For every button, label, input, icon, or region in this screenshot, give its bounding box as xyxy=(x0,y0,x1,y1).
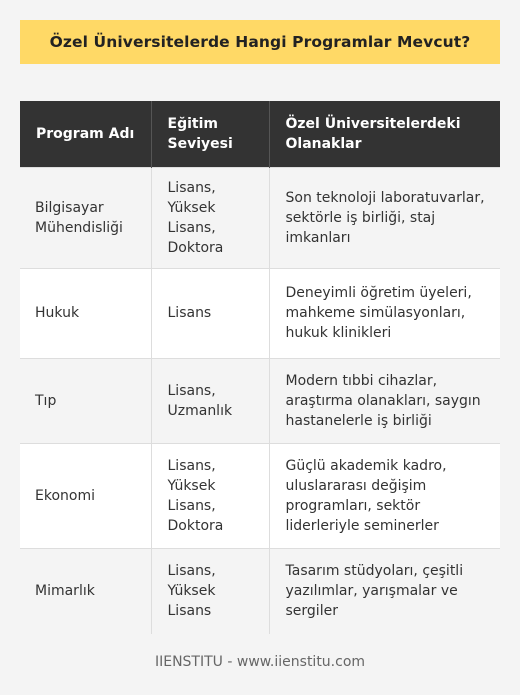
table-row xyxy=(20,548,500,634)
programs-table xyxy=(20,101,500,634)
education-level-cell: Lisans, Yüksek Lisans, Doktora xyxy=(151,443,269,548)
footer-credit: IIENSTITU - www.iienstitu.com xyxy=(154,654,366,670)
table-row xyxy=(20,358,500,443)
column-header-education-level: Eğitim Seviyesi xyxy=(151,101,269,167)
opportunities-cell: Deneyimli öğretim üyeleri, mahkeme simülasyonları, hukuk klinikleri xyxy=(269,268,500,358)
column-header-opportunities: Özel Üniversitelerdeki Olanaklar xyxy=(269,101,500,167)
education-level-cell: Lisans xyxy=(151,268,269,358)
table-header-row xyxy=(20,101,500,167)
program-name-cell: Mimarlık xyxy=(20,548,151,634)
program-name-cell: Bilgisayar Mühendisliği xyxy=(20,167,151,268)
title-banner xyxy=(20,20,500,64)
table-row xyxy=(20,443,500,548)
opportunities-cell: Modern tıbbi cihazlar, araştırma olanakları, saygın hastanelerle iş birliği xyxy=(269,358,500,443)
education-level-cell: Lisans, Uzmanlık xyxy=(151,358,269,443)
opportunities-cell: Tasarım stüdyoları, çeşitli yazılımlar, yarışmalar ve sergiler xyxy=(269,548,500,634)
education-level-cell: Lisans, Yüksek Lisans, Doktora xyxy=(151,167,269,268)
table-row xyxy=(20,268,500,358)
page-title: Özel Üniversitelerde Hangi Programlar Mevcut? xyxy=(49,33,471,51)
education-level-cell: Lisans, Yüksek Lisans xyxy=(151,548,269,634)
table-row xyxy=(20,167,500,268)
opportunities-cell: Güçlü akademik kadro, uluslararası değişim programları, sektör liderleriyle seminerler xyxy=(269,443,500,548)
program-name-cell: Ekonomi xyxy=(20,443,151,548)
program-name-cell: Tıp xyxy=(20,358,151,443)
program-name-cell: Hukuk xyxy=(20,268,151,358)
opportunities-cell: Son teknoloji laboratuvarlar, sektörle iş birliği, staj imkanları xyxy=(269,167,500,268)
column-header-program-name: Program Adı xyxy=(20,101,151,167)
